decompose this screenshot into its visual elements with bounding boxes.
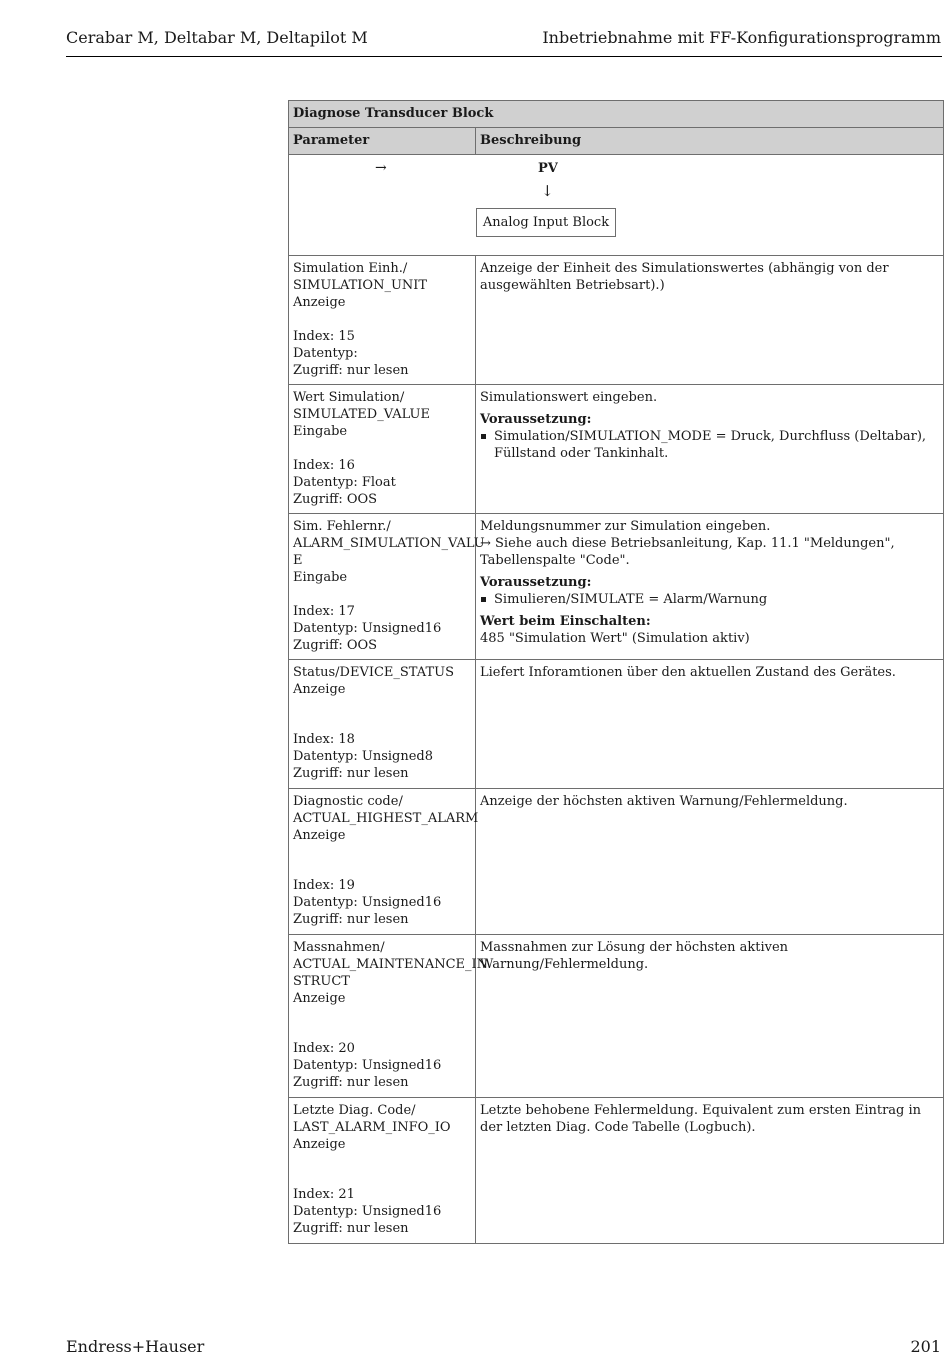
pv-label: PV: [538, 161, 558, 176]
description-text: Meldungsnummer zur Simulation eingeben.: [480, 519, 771, 534]
table-row: [289, 256, 944, 385]
arrow-right-icon: →: [375, 160, 387, 176]
requirement-label: Voraussetzung:: [480, 412, 592, 427]
table-title: Diagnose Transducer Block: [289, 101, 944, 128]
description-cell: [476, 1098, 944, 1244]
description-text: Liefert Inforamtionen über den aktuellen Zustand des Gerätes.: [480, 665, 896, 680]
parameter-datatype: Datentyp: Unsigned16: [293, 1058, 442, 1073]
parameter-mode: Anzeige: [293, 682, 346, 697]
parameter-datatype: Datentyp:: [293, 346, 358, 361]
signal-flow-diagram: [289, 155, 944, 256]
parameter-cell: [289, 789, 479, 935]
parameter-cell: [289, 256, 476, 385]
parameter-table: [288, 100, 944, 1244]
arrow-down-icon: ↓: [541, 182, 554, 200]
parameter-index: Index: 15: [293, 329, 355, 344]
requirement-label: Voraussetzung:: [480, 575, 592, 590]
page-number: 201: [910, 1337, 941, 1356]
table-row: [289, 660, 944, 789]
description-text: Anzeige der Einheit des Simulationswertes (abhängig von der ausgewählten Betriebsart).): [480, 261, 889, 293]
parameter-code: ALARM_SIMULATION_VALU: [293, 536, 485, 551]
parameter-mode: Anzeige: [293, 1137, 346, 1152]
parameter-index: Index: 21: [293, 1187, 355, 1202]
description-cell: [476, 256, 944, 385]
table-row: [289, 789, 944, 935]
parameter-datatype: Datentyp: Unsigned16: [293, 1204, 442, 1219]
table-title-row: [289, 101, 944, 128]
parameter-cell: [289, 660, 476, 789]
parameter-cell: [289, 935, 489, 1098]
footer-brand: Endress+Hauser: [66, 1337, 205, 1356]
parameter-name: Simulation Einh./: [293, 261, 408, 276]
parameter-datatype: Datentyp: Float: [293, 475, 396, 490]
parameter-name: Massnahmen/: [293, 940, 385, 955]
description-cell: [476, 789, 944, 935]
header-section-title: Inbetriebnahme mit FF-Konfigurationsprogramm: [542, 28, 941, 47]
parameter-access: Zugriff: nur lesen: [293, 766, 409, 781]
parameter-code-continued: E: [293, 553, 303, 568]
parameter-access: Zugriff: nur lesen: [293, 1075, 409, 1090]
parameter-code: SIMULATION_UNIT: [293, 278, 428, 293]
parameter-name: Diagnostic code/: [293, 794, 403, 809]
parameter-name: Sim. Fehlernr./: [293, 519, 391, 534]
table-row: [289, 385, 944, 514]
description-cell: [476, 385, 944, 514]
description-text: Anzeige der höchsten aktiven Warnung/Fehlermeldung.: [480, 794, 848, 809]
description-text: Letzte behobene Fehlermeldung. Equivalent zum ersten Eintrag in der letzten Diag. Code Tabelle (Logbuch).: [480, 1103, 922, 1135]
parameter-code: ACTUAL_MAINTENANCE_IN: [293, 957, 489, 972]
header-rule: [66, 56, 942, 57]
requirement-item: Simulation/SIMULATION_MODE = Druck, Durchfluss (Deltabar), Füllstand oder Tankinhalt.: [480, 428, 939, 462]
default-value-label: Wert beim Einschalten:: [480, 614, 651, 629]
column-header-description: Beschreibung: [476, 128, 944, 155]
header-document-title: Cerabar M, Deltabar M, Deltapilot M: [66, 28, 368, 47]
parameter-mode: Anzeige: [293, 991, 346, 1006]
parameter-datatype: Datentyp: Unsigned16: [293, 895, 442, 910]
description-cell: [476, 514, 944, 660]
requirement-item: Simulieren/SIMULATE = Alarm/Warnung: [480, 591, 939, 608]
column-header-parameter: Parameter: [289, 128, 476, 155]
description-text: Simulationswert eingeben.: [480, 390, 658, 405]
parameter-index: Index: 20: [293, 1041, 355, 1056]
parameter-access: Zugriff: nur lesen: [293, 363, 409, 378]
parameter-datatype: Datentyp: Unsigned8: [293, 749, 434, 764]
parameter-code: LAST_ALARM_INFO_IO: [293, 1120, 451, 1135]
analog-input-block-box: Analog Input Block: [476, 208, 616, 237]
parameter-access: Zugriff: nur lesen: [293, 912, 409, 927]
parameter-index: Index: 17: [293, 604, 355, 619]
reference-text: → Siehe auch diese Betriebsanleitung, Kap. 11.1 "Meldungen", Tabellenspalte "Code".: [480, 536, 895, 568]
parameter-name: Status/DEVICE_STATUS: [293, 665, 454, 680]
parameter-index: Index: 18: [293, 732, 355, 747]
table-row: [289, 1098, 944, 1244]
parameter-cell: [289, 514, 485, 660]
parameter-access: Zugriff: OOS: [293, 492, 378, 507]
description-text: Massnahmen zur Lösung der höchsten aktiven Warnung/Fehlermeldung.: [480, 940, 789, 972]
diagram-row: [289, 155, 944, 256]
table-row: [289, 514, 944, 660]
parameter-mode: Eingabe: [293, 424, 348, 439]
parameter-code-continued: STRUCT: [293, 974, 350, 989]
parameter-mode: Anzeige: [293, 295, 346, 310]
default-value: 485 "Simulation Wert" (Simulation aktiv): [480, 631, 750, 646]
parameter-index: Index: 16: [293, 458, 355, 473]
parameter-code: ACTUAL_HIGHEST_ALARM: [293, 811, 479, 826]
parameter-access: Zugriff: OOS: [293, 638, 378, 653]
table-header-row: [289, 128, 944, 155]
parameter-mode: Anzeige: [293, 828, 346, 843]
description-cell: [476, 660, 944, 789]
parameter-index: Index: 19: [293, 878, 355, 893]
parameter-mode: Eingabe: [293, 570, 348, 585]
parameter-cell: [289, 1098, 476, 1244]
description-cell: [476, 935, 944, 1098]
parameter-name: Letzte Diag. Code/: [293, 1103, 416, 1118]
parameter-datatype: Datentyp: Unsigned16: [293, 621, 442, 636]
parameter-cell: [289, 385, 476, 514]
parameter-name: Wert Simulation/: [293, 390, 405, 405]
parameter-access: Zugriff: nur lesen: [293, 1221, 409, 1236]
parameter-code: SIMULATED_VALUE: [293, 407, 430, 422]
table-row: [289, 935, 944, 1098]
